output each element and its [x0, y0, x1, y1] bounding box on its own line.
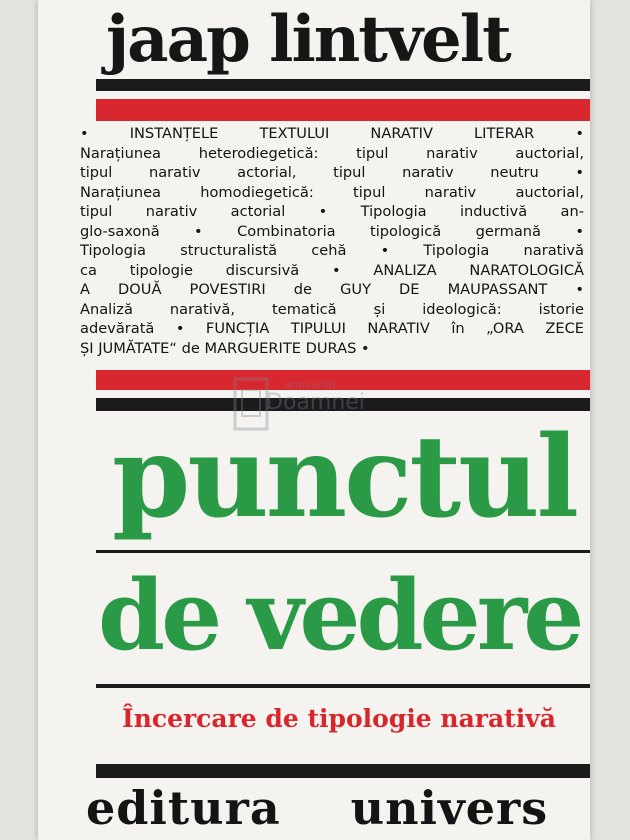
publisher-word-editura: editura [86, 781, 281, 835]
synopsis-line: tipul narativ actorial • Tipologia inductivă an- [80, 203, 584, 220]
synopsis-line: Narațiunea homodiegetică: tipul narativ auctorial, [80, 183, 584, 201]
synopsis-line: Analiză narativă, tematică și ideologică: istorie [80, 300, 584, 318]
publisher [86, 782, 548, 834]
book-cover [38, 0, 590, 840]
title-line-1: punctul [112, 412, 577, 543]
publisher-word-univers: univers [350, 781, 549, 835]
synopsis-line: Tipologia structuralistă cehă • Tipologia narativă [80, 242, 584, 259]
synopsis-line: tipul narativ actorial, tipul narativ neutru • [80, 164, 584, 181]
synopsis-line: A DOUĂ POVESTIRI de GUY DE MAUPASSANT • [80, 281, 584, 298]
synopsis-line: glo-saxonă • Combinatoria tipologică germană • [80, 222, 584, 240]
title-line-2: de vedere [98, 559, 581, 672]
divider-black-bottom [96, 764, 590, 778]
subtitle: Încercare de tipologie narativă [122, 704, 556, 733]
synopsis [80, 124, 584, 358]
synopsis-line: ȘI JUMĂTATE“ de MARGUERITE DURAS • [80, 339, 370, 357]
divider-black-top [96, 79, 590, 91]
synopsis-line: • INSTANȚELE TEXTULUI NARATIV LITERAR • [80, 125, 584, 142]
divider-thin-1 [96, 550, 590, 553]
divider-red-top [96, 99, 590, 121]
synopsis-line: adevărată • FUNCȚIA TIPULUI NARATIV în „ORA ZECE [80, 320, 584, 337]
synopsis-line: Narațiunea heterodiegetică: tipul narativ auctorial, [80, 144, 584, 162]
synopsis-line: ca tipologie discursivă • ANALIZA NARATOLOGICĂ [80, 261, 584, 279]
divider-thin-2 [96, 684, 590, 688]
watermark-text: Doamnei [266, 390, 365, 415]
watermark-caption: anticariat [284, 378, 337, 391]
author-name: jaap lintvelt [106, 2, 510, 77]
